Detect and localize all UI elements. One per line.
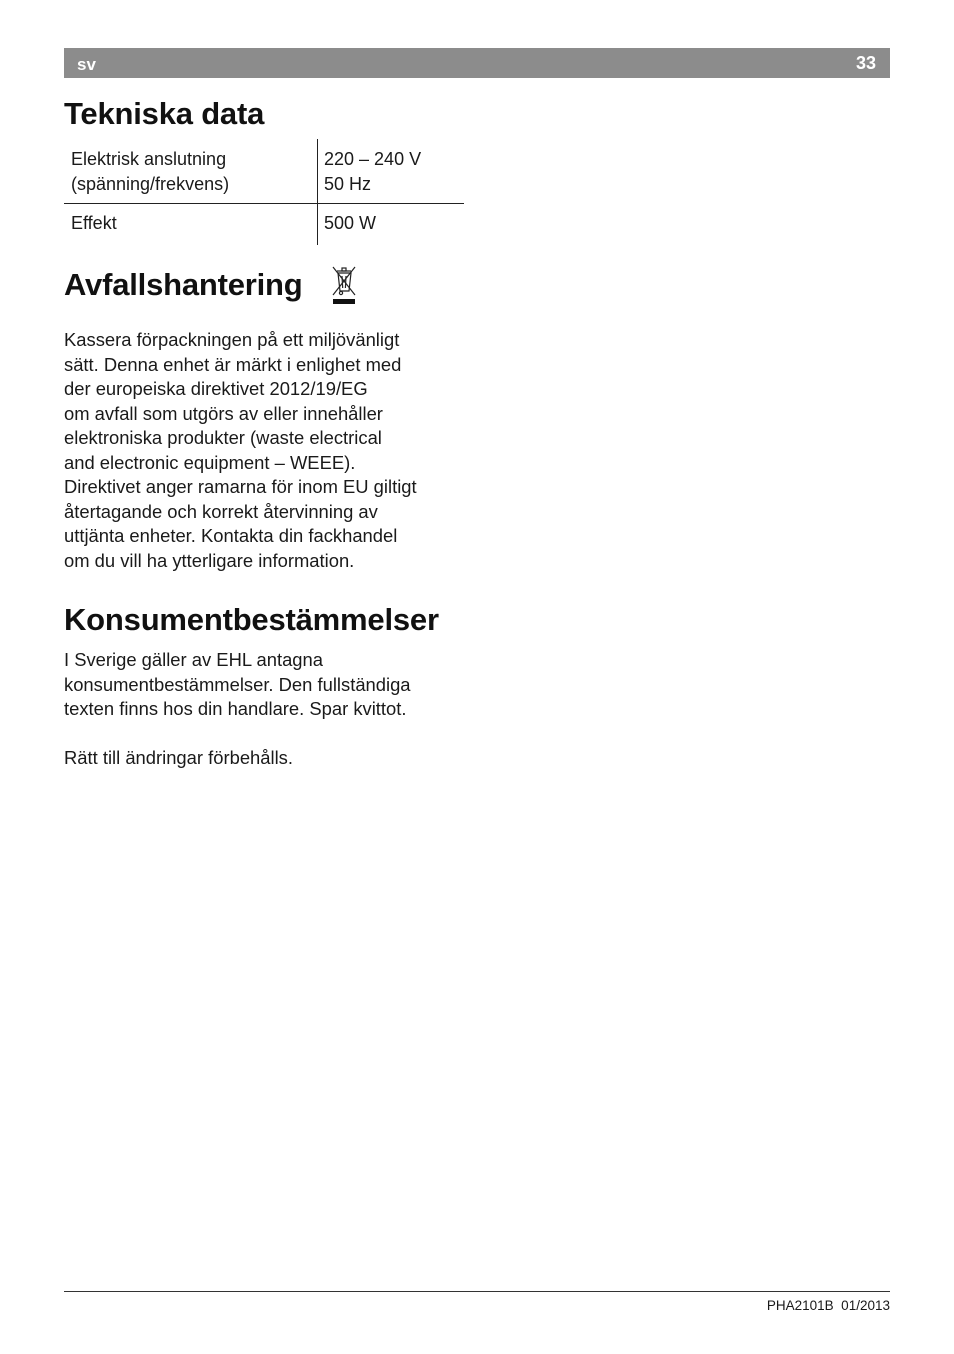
page-header-bar xyxy=(64,48,890,78)
spec-label: Effekt xyxy=(71,213,117,233)
language-code: sv xyxy=(77,55,96,74)
page-number: 33 xyxy=(855,53,876,73)
waste-disposal-heading: Avfallshantering xyxy=(64,267,303,302)
technical-data-heading: Tekniska data xyxy=(64,96,265,131)
reservation-note: Rätt till ändringar förbehålls. xyxy=(64,747,293,768)
spec-value: 220 – 240 V 50 Hz xyxy=(324,149,422,194)
footer-divider xyxy=(64,1291,890,1292)
consumer-terms-text: I Sverige gäller av EHL antagna konsumentbestämmelser. Den fullständiga texten finns hos din handlare. Spar kvittot. xyxy=(64,649,411,719)
spec-label: Elektrisk anslutning (spänning/frekvens) xyxy=(71,149,230,194)
table-column-divider xyxy=(317,139,318,245)
footer-model-date: PHA2101B 01/2013 xyxy=(766,1298,890,1313)
waste-disposal-text: Kassera förpackningen på ett miljövänligt sätt. Denna enhet är märkt i enlighet med der europeiska direktivet 2012/19/EG om avfall som utgörs av eller innehåller elektroniska produkter (waste electrical and electronic equipment – WEEE). Direktivet anger ramarna för inom EU giltigt återtagande och korrekt återvinning av uttjänta enheter. Kontakta din fackhandel om du vill ha ytterligare information. xyxy=(64,329,417,571)
spec-value: 500 W xyxy=(324,213,377,233)
consumer-terms-heading: Konsumentbestämmelser xyxy=(64,602,439,637)
table-row-divider xyxy=(64,203,464,204)
crossed-out-wheelie-bin-icon xyxy=(328,264,360,306)
